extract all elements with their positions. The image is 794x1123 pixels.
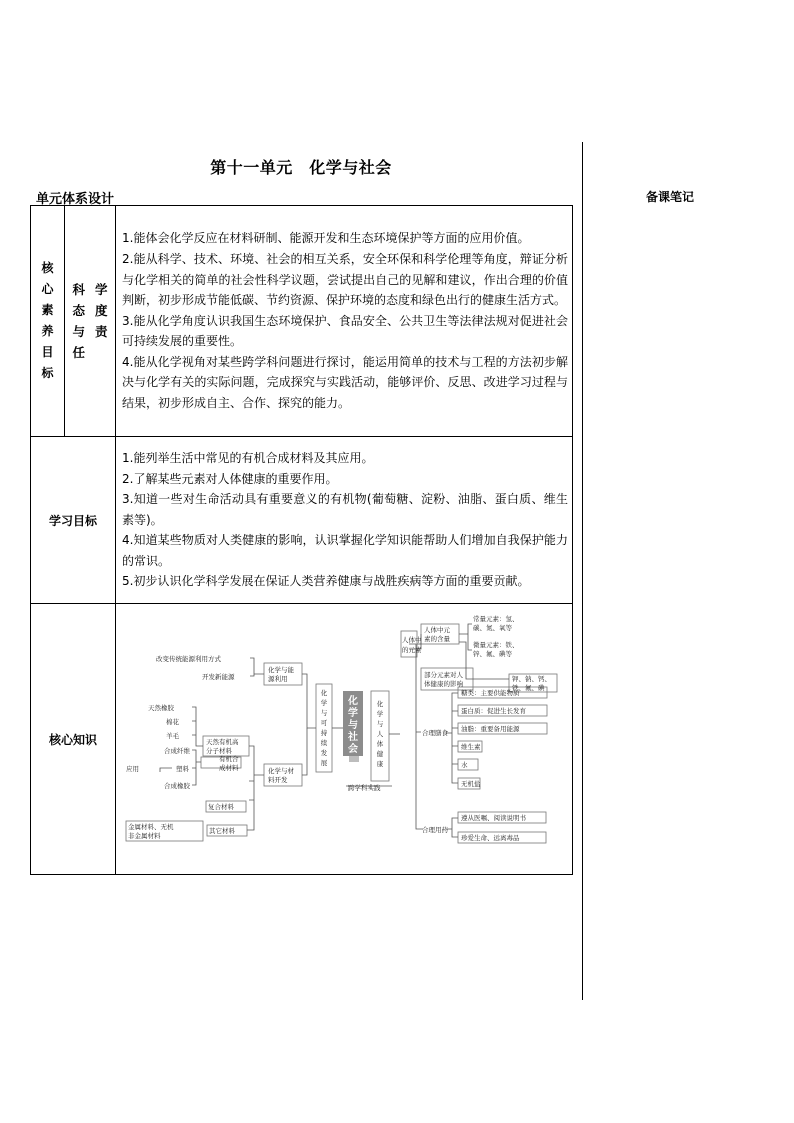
center-char: 化 [348, 696, 358, 707]
center-char: 会 [348, 744, 358, 755]
natural-leaf: 羊毛 [166, 732, 179, 740]
effect-leaf: 钾、钠、钙、 [512, 675, 551, 683]
left-main-char: 学 [320, 699, 328, 707]
learning-goals-items [116, 437, 573, 604]
nutrient-leaf: 蛋白质：促进生长发育 [461, 707, 526, 715]
learning-item: 5.初步认识化学科学发展在保证人类营养健康与战胜疾病等方面的重要贡献。 [122, 574, 530, 589]
micro-element-leaf: 锌、氟、碘等 [473, 650, 512, 658]
content-node: 人体中元 [424, 626, 450, 634]
drug-node: 合理用药 [422, 826, 448, 834]
effect-node: 体健康的影响 [424, 680, 463, 688]
synthetic-node: 成材料 [219, 764, 239, 772]
core-item: 4.能从化学视角对某些跨学科问题进行探讨，能运用简单的技术与工程的方法初步解决与化学有关的实际问题，完成探究与实践活动，能够评价、反思、改进学习过程与结果，初步形成自主、合作、探究的能力。 [122, 354, 568, 411]
center-char: 学 [348, 708, 358, 719]
left-main-char: 续 [320, 739, 328, 747]
synthetic-leaf: 合成纤维 [164, 747, 190, 755]
page-title: 第十一单元 化学与社会 [210, 158, 392, 177]
core-item: 1.能体会化学反应在材料研制、能源开发和生态环境保护等方面的应用价值。 [122, 231, 530, 246]
materials-node: 料开发 [268, 776, 288, 784]
learning-item: 3.知道一些对生命活动具有重要意义的有机物(葡萄糖、淀粉、油脂、蛋白质、维生素等)。 [122, 492, 568, 527]
elements-node: 人体中 [402, 636, 422, 644]
effect-leaf: 铁、氟、碘 [512, 684, 545, 692]
right-main-char: 学 [376, 710, 384, 718]
learning-item: 4.知道某些物质对人类健康的影响，认识掌握化学知识能帮助人们增加自我保护能力的常识。 [122, 533, 568, 568]
attitude-label: 科 态 与 任 学 度 责 [65, 206, 116, 437]
energy-node: 源利用 [268, 675, 288, 683]
elements-node: 的元素 [402, 646, 422, 654]
other-leaf: 金属材料、无机 [128, 823, 174, 831]
left-main-char: 发 [320, 749, 328, 757]
other-leaf: 非金属材料 [128, 832, 161, 840]
energy-node: 化学与能 [268, 666, 294, 674]
left-main-char: 化 [320, 689, 328, 697]
core-literacy-label: 核 心 素 养 目 标 [31, 206, 65, 437]
left-main-char: 展 [320, 759, 328, 767]
right-main-char: 化 [376, 700, 384, 708]
natural-leaf: 天然橡胶 [148, 704, 174, 712]
cross-discipline-node: 跨学科实践 [348, 784, 381, 792]
content-node: 素的含量 [424, 635, 450, 643]
core-item: 2.能从科学、技术、环境、社会的相互关系，安全环保和科学伦理等角度，辩证分析与化学相关的简单的社会性科学议题，尝试提出自己的见解和建议，作出合理的价值判断，初步形成节能低碳、节约资源、保护环境的态度和绿色出行的健康生活方式。 [122, 251, 568, 308]
micro-element-leaf: 微量元素：铁、 [473, 641, 519, 649]
learning-item: 2.了解某些元素对人体健康的重要作用。 [122, 471, 338, 486]
diet-node: 合理膳食 [422, 729, 448, 737]
left-main-char: 持 [320, 729, 328, 737]
mindmap-cell [116, 604, 573, 875]
materials-node: 化学与材 [268, 767, 294, 775]
margin-divider-line [582, 142, 583, 1000]
core-literacy-row [31, 206, 573, 437]
nutrient-leaf: 油脂：重要备用能源 [461, 725, 520, 733]
effect-node: 部分元素对人 [424, 671, 463, 679]
core-item: 3.能从化学角度认识我国生态环境保护、食品安全、公共卫生等法律法规对促进社会可持续发展的重要性。 [122, 313, 568, 349]
right-main-char: 与 [376, 720, 384, 728]
side-note-title: 备课笔记 [645, 190, 694, 204]
synthetic-leaf: 塑料 [176, 765, 189, 773]
natural-polymer-node: 天然有机高 [206, 738, 239, 746]
nutrient-leaf: 无机盐 [461, 780, 481, 788]
learning-goals-label: 学习目标 [31, 437, 116, 604]
nutrient-leaf: 水 [461, 761, 468, 769]
drug-leaf: 遵从医嘱、阅读说明书 [461, 814, 526, 822]
synthetic-node: 有机合 [219, 755, 239, 763]
core-knowledge-row [31, 604, 573, 875]
core-knowledge-label: 核心知识 [31, 604, 116, 875]
right-main-char: 体 [376, 740, 384, 748]
application-node: 应用 [126, 765, 139, 773]
nutrient-leaf: 糖类：主要供能物质 [461, 689, 520, 697]
right-main-char: 人 [376, 730, 384, 738]
right-main-char: 健 [376, 750, 384, 758]
learning-item: 1.能列举生活中常见的有机合成材料及其应用。 [122, 450, 374, 465]
energy-leaf: 开发新能源 [202, 673, 235, 681]
nutrient-leaf: 维生素 [461, 743, 481, 751]
left-main-char: 与 [320, 709, 328, 717]
macro-element-leaf: 碳、氮、氧等 [473, 624, 512, 632]
center-char: 与 [348, 720, 358, 731]
synthetic-leaf: 合成橡胶 [164, 782, 190, 790]
composite-node: 复合材料 [208, 803, 234, 811]
section-title: 单元体系设计 [36, 192, 115, 207]
right-main-char: 康 [376, 760, 384, 768]
core-literacy-items [116, 206, 573, 437]
center-char: 社 [348, 732, 358, 743]
left-main-char: 可 [320, 719, 328, 727]
unit-design-table [30, 205, 573, 875]
other-materials-node: 其它材料 [209, 827, 235, 835]
learning-goals-row [31, 437, 573, 604]
natural-polymer-node: 分子材料 [206, 747, 232, 755]
knowledge-mindmap [116, 604, 571, 874]
energy-leaf: 改变传统能源利用方式 [156, 655, 221, 663]
natural-leaf: 棉花 [166, 718, 179, 726]
drug-leaf: 珍爱生命、远离毒品 [461, 834, 520, 842]
macro-element-leaf: 常量元素：氢、 [473, 615, 519, 623]
